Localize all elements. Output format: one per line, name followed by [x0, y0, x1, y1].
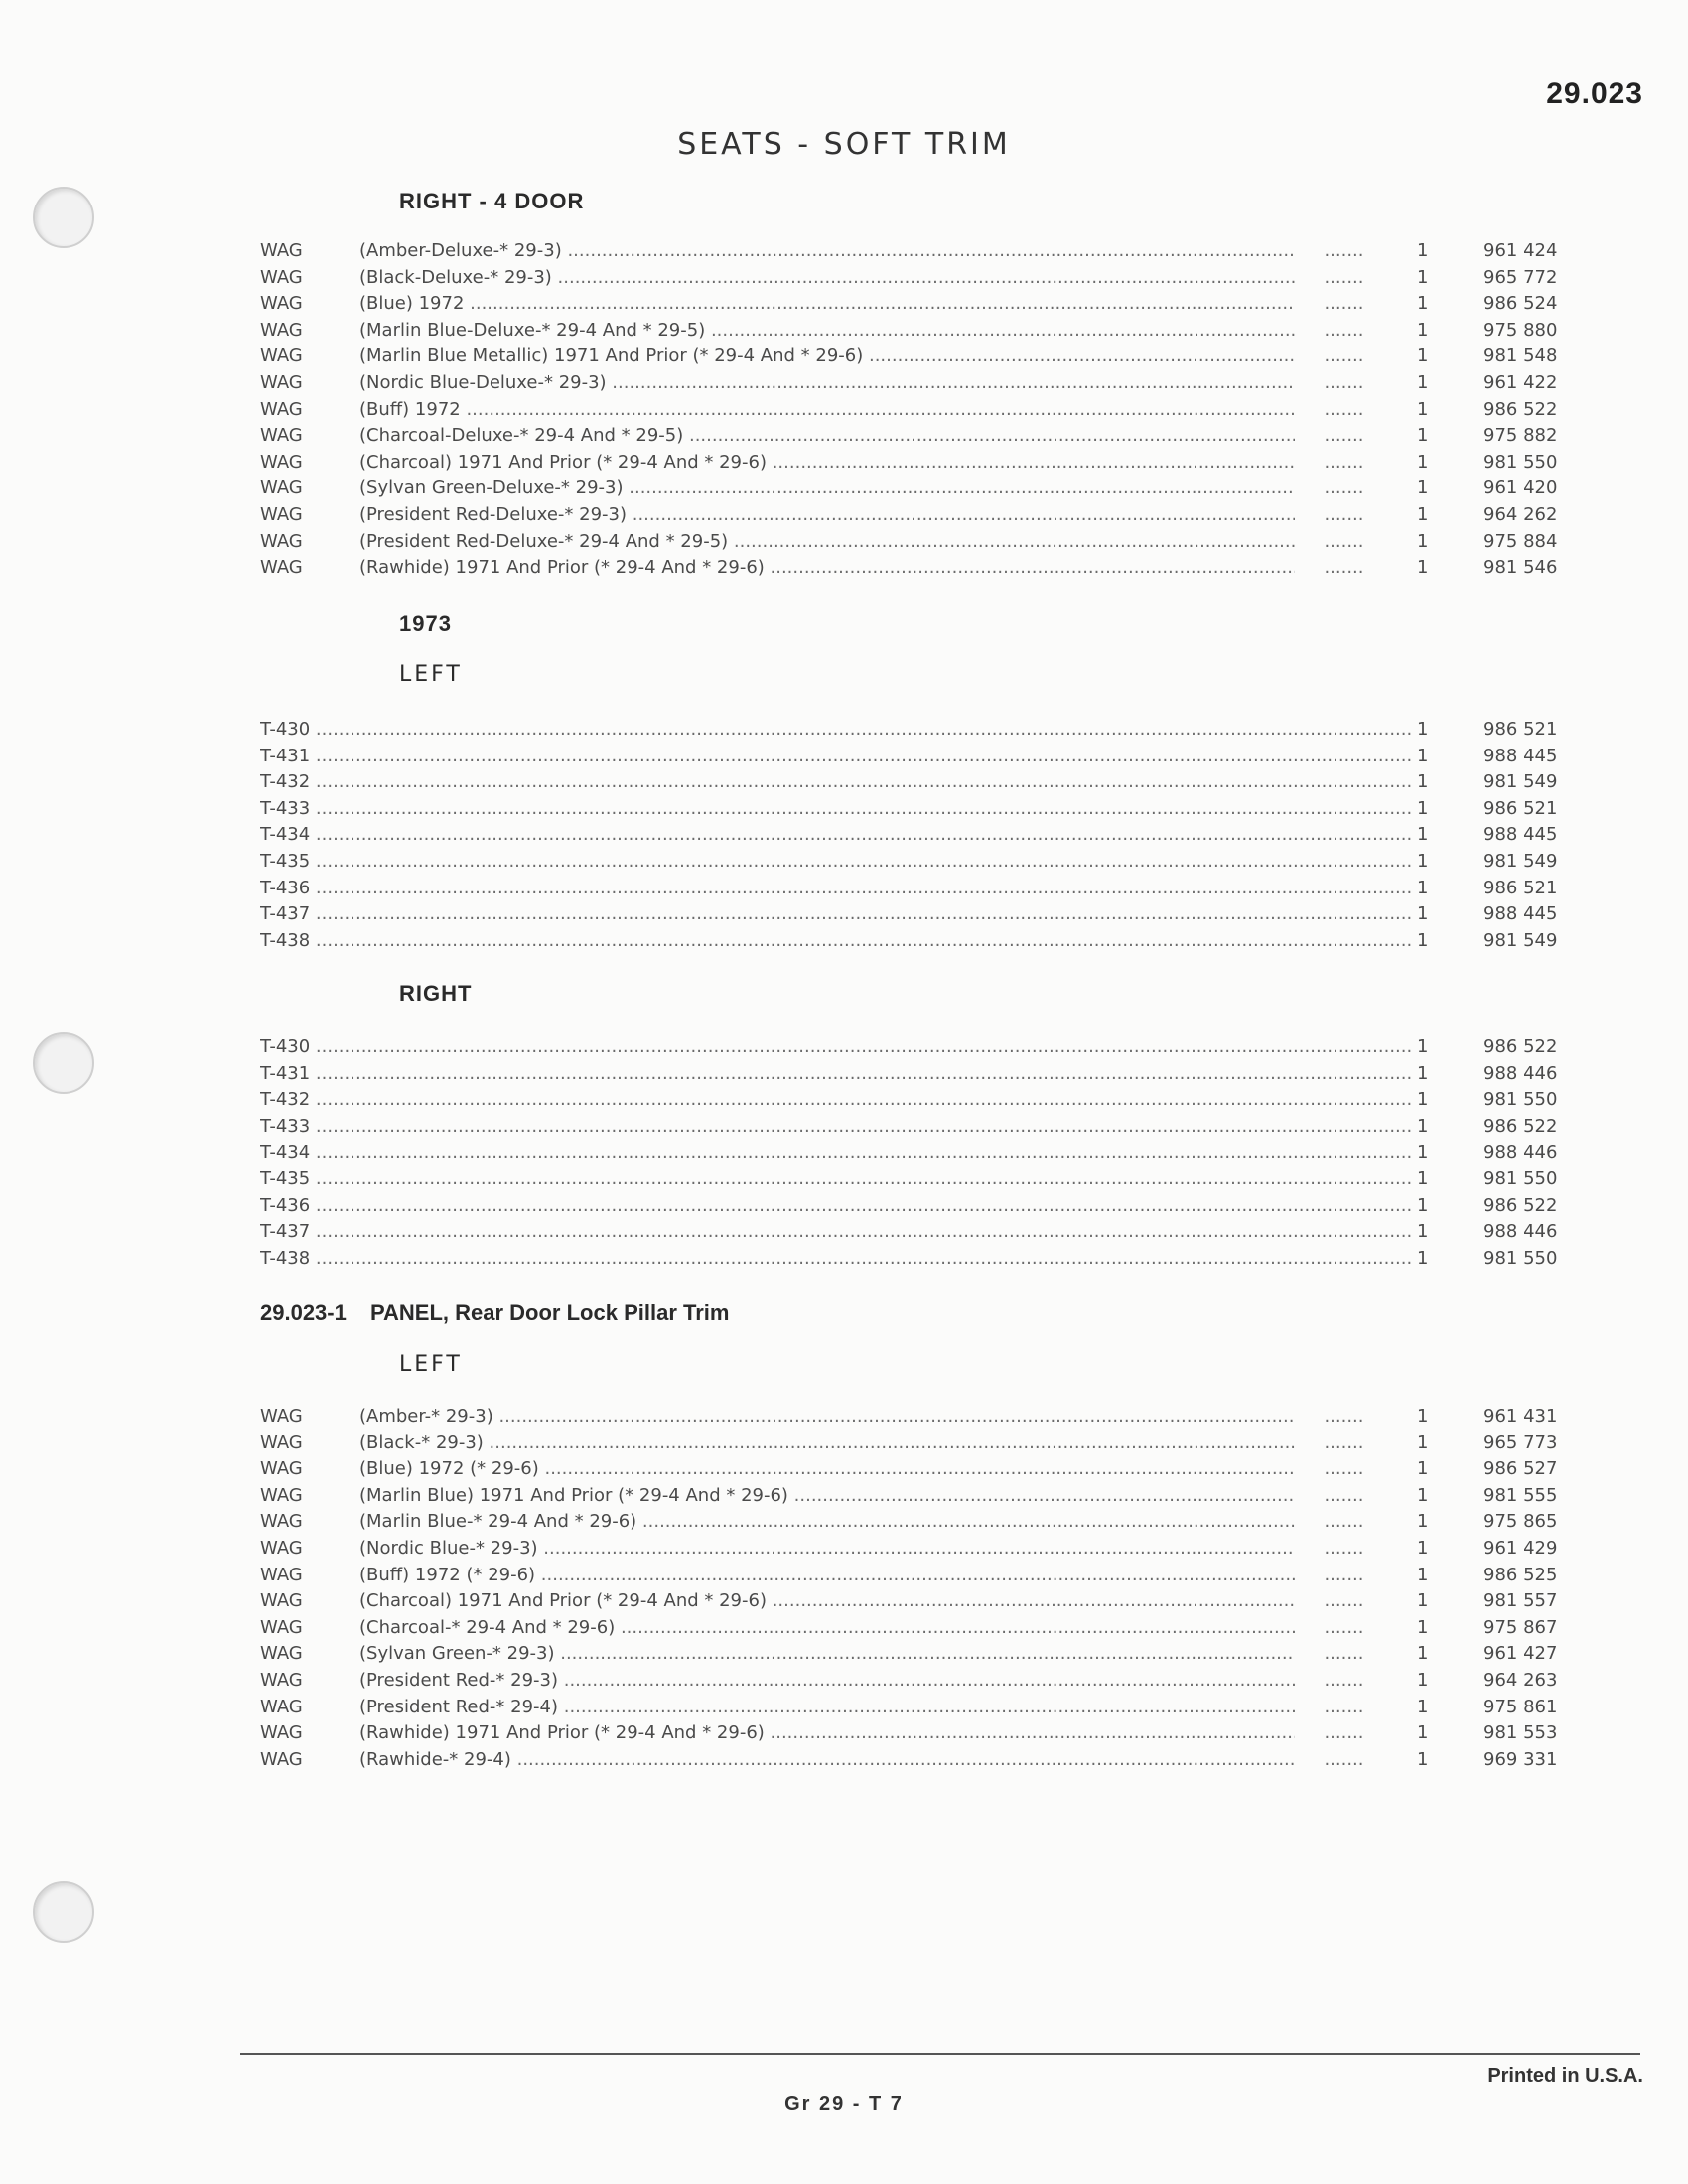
model-code: WAG: [260, 1590, 303, 1612]
part-number: 981 553: [1483, 1722, 1558, 1744]
part-description: (Rawhide) 1971 And Prior (* 29-4 And * 29-6) .....: [359, 1720, 1511, 1747]
leader-dots: .......: [1295, 1668, 1434, 1695]
page-title: SEATS - SOFT TRIM: [677, 127, 1011, 162]
part-number: 975 880: [1483, 319, 1558, 341]
quantity: 1: [1417, 240, 1429, 261]
panel-subheading-left: LEFT: [399, 1352, 463, 1377]
list-item: [260, 1747, 1571, 1774]
part-number: 975 867: [1483, 1616, 1558, 1638]
list-item: [260, 876, 1571, 902]
list-item: [260, 1246, 1571, 1273]
part-number: 986 521: [1483, 719, 1558, 740]
part-number: 965 773: [1483, 1432, 1558, 1453]
list-item: [260, 928, 1571, 955]
part-number: 988 446: [1483, 1142, 1558, 1163]
part-number: 981 550: [1483, 1167, 1558, 1189]
leader-dots: .......: [1295, 1615, 1434, 1642]
part-number: 988 445: [1483, 903, 1558, 925]
leader-dots: .......: [1295, 265, 1434, 292]
part-number: 961 420: [1483, 478, 1558, 499]
part-number: 975 865: [1483, 1511, 1558, 1533]
leader-dots: .......: [1295, 476, 1434, 502]
leader-dots: .......: [1295, 1456, 1434, 1483]
list-item: [260, 1456, 1571, 1483]
model-code: WAG: [260, 1484, 303, 1506]
model-code: WAG: [260, 1722, 303, 1744]
part-number: 988 446: [1483, 1062, 1558, 1084]
model-code: WAG: [260, 451, 303, 473]
part-number: 988 446: [1483, 1221, 1558, 1243]
part-description: T-434 .....: [260, 1140, 1412, 1166]
model-code: WAG: [260, 345, 303, 367]
list-item: [260, 1193, 1571, 1220]
leader-dots: .......: [1295, 291, 1434, 318]
part-number: 981 557: [1483, 1590, 1558, 1612]
footer-rule: [240, 2053, 1640, 2055]
part-number: 986 525: [1483, 1564, 1558, 1585]
list-item: [260, 1720, 1571, 1747]
part-description: T-437 .....: [260, 901, 1412, 928]
part-number: 981 550: [1483, 1089, 1558, 1111]
quantity: 1: [1417, 293, 1429, 315]
part-number: 986 522: [1483, 1194, 1558, 1216]
quantity: 1: [1417, 1062, 1429, 1084]
part-description: T-435 .....: [260, 1166, 1412, 1193]
model-code: WAG: [260, 1643, 303, 1665]
list-item: [260, 744, 1571, 770]
list-item: [260, 1061, 1571, 1088]
leader-dots: .......: [1295, 1641, 1434, 1668]
quantity: 1: [1417, 719, 1429, 740]
list-item: [260, 476, 1571, 502]
part-number: 986 527: [1483, 1458, 1558, 1480]
model-code: WAG: [260, 425, 303, 447]
part-description: (Sylvan Green-* 29-3) .....: [359, 1641, 1511, 1668]
part-number: 965 772: [1483, 266, 1558, 288]
list-item: [260, 529, 1571, 556]
part-description: T-436 .....: [260, 876, 1412, 902]
part-description: T-438 .....: [260, 1246, 1412, 1273]
model-code: WAG: [260, 293, 303, 315]
leader-dots: .......: [1295, 555, 1434, 582]
leader-dots: .......: [1295, 1404, 1434, 1431]
list-item: [260, 822, 1571, 849]
quantity: 1: [1417, 1590, 1429, 1612]
leader-dots: .......: [1295, 397, 1434, 424]
list-item: [260, 769, 1571, 796]
quantity: 1: [1417, 1669, 1429, 1691]
quantity: 1: [1417, 1458, 1429, 1480]
section-heading-right: RIGHT: [399, 981, 473, 1006]
quantity: 1: [1417, 425, 1429, 447]
model-code: WAG: [260, 240, 303, 261]
list-item: [260, 1404, 1571, 1431]
list-item: [260, 397, 1571, 424]
part-description: (Black-Deluxe-* 29-3) .....: [359, 265, 1511, 292]
list-item: [260, 370, 1571, 397]
quantity: 1: [1417, 1722, 1429, 1744]
panel-section-title: [260, 1300, 729, 1326]
part-description: T-434 .....: [260, 822, 1412, 849]
part-number: 975 882: [1483, 425, 1558, 447]
list-item: [260, 1695, 1571, 1721]
model-code: WAG: [260, 319, 303, 341]
list-item: [260, 343, 1571, 370]
leader-dots: .......: [1295, 529, 1434, 556]
list-item: [260, 1431, 1571, 1457]
quantity: 1: [1417, 1643, 1429, 1665]
part-description: T-436 .....: [260, 1193, 1412, 1220]
leader-dots: .......: [1295, 502, 1434, 529]
parts-list-right-1973: [260, 1034, 1571, 1272]
part-description: T-433 .....: [260, 796, 1412, 823]
list-item: [260, 1219, 1571, 1246]
leader-dots: .......: [1295, 318, 1434, 344]
leader-dots: .......: [1295, 1431, 1434, 1457]
model-code: WAG: [260, 398, 303, 420]
part-description: (Blue) 1972 (* 29-6) .....: [359, 1456, 1511, 1483]
model-code: WAG: [260, 530, 303, 552]
part-description: T-431 .....: [260, 1061, 1412, 1088]
quantity: 1: [1417, 1696, 1429, 1717]
part-number: 981 549: [1483, 771, 1558, 793]
panel-section-name: PANEL, Rear Door Lock Pillar Trim: [369, 1300, 730, 1325]
part-number: 986 522: [1483, 398, 1558, 420]
quantity: 1: [1417, 266, 1429, 288]
part-number: 986 522: [1483, 1036, 1558, 1057]
part-number: 986 521: [1483, 877, 1558, 898]
part-number: 988 445: [1483, 745, 1558, 766]
year-heading: 1973: [399, 612, 452, 636]
part-description: (Marlin Blue-* 29-4 And * 29-6) .....: [359, 1509, 1511, 1536]
part-description: (Black-* 29-3) .....: [359, 1431, 1511, 1457]
part-description: (Rawhide) 1971 And Prior (* 29-4 And * 29-6) .....: [359, 555, 1511, 582]
part-number: 964 263: [1483, 1669, 1558, 1691]
leader-dots: .......: [1295, 1563, 1434, 1589]
quantity: 1: [1417, 478, 1429, 499]
list-item: [260, 423, 1571, 450]
part-number: 975 884: [1483, 530, 1558, 552]
part-description: (Marlin Blue-Deluxe-* 29-4 And * 29-5) .....: [359, 318, 1511, 344]
part-description: T-438 .....: [260, 928, 1412, 955]
page-number: 29.023: [1546, 77, 1643, 110]
quantity: 1: [1417, 1406, 1429, 1427]
quantity: 1: [1417, 1616, 1429, 1638]
list-item: [260, 1615, 1571, 1642]
quantity: 1: [1417, 1142, 1429, 1163]
model-code: WAG: [260, 1748, 303, 1770]
part-description: (Sylvan Green-Deluxe-* 29-3) .....: [359, 476, 1511, 502]
list-item: [260, 1509, 1571, 1536]
part-number: 981 546: [1483, 557, 1558, 579]
part-number: 961 431: [1483, 1406, 1558, 1427]
part-description: T-437 .....: [260, 1219, 1412, 1246]
part-description: (Nordic Blue-Deluxe-* 29-3) .....: [359, 370, 1511, 397]
list-item: [260, 1140, 1571, 1166]
list-item: [260, 1483, 1571, 1510]
part-description: (Charcoal) 1971 And Prior (* 29-4 And * 29-6) .....: [359, 1588, 1511, 1615]
quantity: 1: [1417, 1089, 1429, 1111]
part-description: T-432 .....: [260, 769, 1412, 796]
part-description: T-430 .....: [260, 717, 1412, 744]
part-description: (Marlin Blue) 1971 And Prior (* 29-4 And * 29-6) .....: [359, 1483, 1511, 1510]
leader-dots: .......: [1295, 238, 1434, 265]
model-code: WAG: [260, 371, 303, 393]
quantity: 1: [1417, 1167, 1429, 1189]
leader-dots: .......: [1295, 370, 1434, 397]
list-item: [260, 1166, 1571, 1193]
list-item: [260, 502, 1571, 529]
binder-hole-middle: [33, 1032, 94, 1094]
model-code: WAG: [260, 266, 303, 288]
quantity: 1: [1417, 797, 1429, 819]
part-description: T-435 .....: [260, 849, 1412, 876]
part-description: T-432 .....: [260, 1087, 1412, 1114]
part-number: 969 331: [1483, 1748, 1558, 1770]
part-description: (President Red-Deluxe-* 29-4 And * 29-5) .....: [359, 529, 1511, 556]
list-item: [260, 555, 1571, 582]
list-item: [260, 901, 1571, 928]
section-heading-left: LEFT: [399, 662, 463, 687]
quantity: 1: [1417, 1484, 1429, 1506]
binder-hole-bottom: [33, 1881, 94, 1943]
leader-dots: .......: [1295, 1747, 1434, 1774]
part-number: 975 861: [1483, 1696, 1558, 1717]
part-number: 981 550: [1483, 1247, 1558, 1269]
list-item: [260, 1563, 1571, 1589]
part-description: (President Red-* 29-3) .....: [359, 1668, 1511, 1695]
part-number: 961 424: [1483, 240, 1558, 261]
part-number: 986 524: [1483, 293, 1558, 315]
part-number: 986 521: [1483, 797, 1558, 819]
quantity: 1: [1417, 824, 1429, 846]
quantity: 1: [1417, 371, 1429, 393]
leader-dots: .......: [1295, 1588, 1434, 1615]
list-item: [260, 1536, 1571, 1563]
model-code: WAG: [260, 1537, 303, 1559]
part-number: 961 422: [1483, 371, 1558, 393]
quantity: 1: [1417, 929, 1429, 951]
list-item: [260, 265, 1571, 292]
leader-dots: .......: [1295, 450, 1434, 477]
model-code: WAG: [260, 1458, 303, 1480]
leader-dots: .......: [1295, 1483, 1434, 1510]
list-item: [260, 849, 1571, 876]
list-item: [260, 1114, 1571, 1141]
quantity: 1: [1417, 1564, 1429, 1585]
part-description: (President Red-Deluxe-* 29-3) .....: [359, 502, 1511, 529]
leader-dots: .......: [1295, 1536, 1434, 1563]
quantity: 1: [1417, 345, 1429, 367]
part-description: (Buff) 1972 .....: [359, 397, 1511, 424]
part-number: 981 549: [1483, 929, 1558, 951]
part-description: (President Red-* 29-4) .....: [359, 1695, 1511, 1721]
quantity: 1: [1417, 398, 1429, 420]
quantity: 1: [1417, 1511, 1429, 1533]
quantity: 1: [1417, 1115, 1429, 1137]
list-item: [260, 238, 1571, 265]
part-description: (Nordic Blue-* 29-3) .....: [359, 1536, 1511, 1563]
list-item: [260, 1641, 1571, 1668]
printed-in-usa: Printed in U.S.A.: [1487, 2065, 1643, 2087]
part-number: 981 548: [1483, 345, 1558, 367]
part-number: 981 550: [1483, 451, 1558, 473]
quantity: 1: [1417, 451, 1429, 473]
leader-dots: .......: [1295, 1509, 1434, 1536]
model-code: WAG: [260, 1564, 303, 1585]
part-description: T-430 .....: [260, 1034, 1412, 1061]
group-reference: Gr 29 - T 7: [784, 2093, 904, 2115]
list-item: [260, 1588, 1571, 1615]
quantity: 1: [1417, 557, 1429, 579]
part-description: (Amber-Deluxe-* 29-3) .....: [359, 238, 1511, 265]
part-number: 964 262: [1483, 503, 1558, 525]
part-description: (Amber-* 29-3) .....: [359, 1404, 1511, 1431]
part-description: (Blue) 1972 .....: [359, 291, 1511, 318]
part-number: 986 522: [1483, 1115, 1558, 1137]
part-description: (Charcoal) 1971 And Prior (* 29-4 And * 29-6) .....: [359, 450, 1511, 477]
quantity: 1: [1417, 1194, 1429, 1216]
quantity: 1: [1417, 1537, 1429, 1559]
quantity: 1: [1417, 319, 1429, 341]
list-item: [260, 291, 1571, 318]
quantity: 1: [1417, 903, 1429, 925]
leader-dots: .......: [1295, 1695, 1434, 1721]
list-item: [260, 1034, 1571, 1061]
quantity: 1: [1417, 1748, 1429, 1770]
part-description: (Buff) 1972 (* 29-6) .....: [359, 1563, 1511, 1589]
model-code: WAG: [260, 1511, 303, 1533]
part-number: 981 549: [1483, 850, 1558, 872]
list-item: [260, 717, 1571, 744]
model-code: WAG: [260, 1432, 303, 1453]
quantity: 1: [1417, 1247, 1429, 1269]
leader-dots: .......: [1295, 1720, 1434, 1747]
quantity: 1: [1417, 1432, 1429, 1453]
panel-section-number: 29.023-1: [260, 1300, 347, 1325]
quantity: 1: [1417, 771, 1429, 793]
list-item: [260, 1087, 1571, 1114]
part-description: (Charcoal-* 29-4 And * 29-6) .....: [359, 1615, 1511, 1642]
part-number: 961 429: [1483, 1537, 1558, 1559]
quantity: 1: [1417, 503, 1429, 525]
parts-list-right-4-door: [260, 238, 1571, 582]
part-description: T-433 .....: [260, 1114, 1412, 1141]
section-heading-right-4-door: RIGHT - 4 DOOR: [399, 189, 585, 213]
list-item: [260, 318, 1571, 344]
part-number: 981 555: [1483, 1484, 1558, 1506]
part-description: (Marlin Blue Metallic) 1971 And Prior (* 29-4 And * 29-6) .....: [359, 343, 1511, 370]
part-number: 961 427: [1483, 1643, 1558, 1665]
parts-list-left-1973: [260, 717, 1571, 954]
quantity: 1: [1417, 850, 1429, 872]
list-item: [260, 1668, 1571, 1695]
list-item: [260, 796, 1571, 823]
model-code: WAG: [260, 478, 303, 499]
model-code: WAG: [260, 503, 303, 525]
part-description: T-431 .....: [260, 744, 1412, 770]
leader-dots: .......: [1295, 343, 1434, 370]
quantity: 1: [1417, 745, 1429, 766]
model-code: WAG: [260, 1696, 303, 1717]
part-description: (Rawhide-* 29-4) .....: [359, 1747, 1511, 1774]
quantity: 1: [1417, 1221, 1429, 1243]
leader-dots: .......: [1295, 423, 1434, 450]
model-code: WAG: [260, 1616, 303, 1638]
quantity: 1: [1417, 1036, 1429, 1057]
model-code: WAG: [260, 1406, 303, 1427]
part-number: 988 445: [1483, 824, 1558, 846]
quantity: 1: [1417, 530, 1429, 552]
model-code: WAG: [260, 1669, 303, 1691]
list-item: [260, 450, 1571, 477]
binder-hole-top: [33, 187, 94, 248]
quantity: 1: [1417, 877, 1429, 898]
model-code: WAG: [260, 557, 303, 579]
parts-list-panel-left: [260, 1404, 1571, 1773]
part-description: (Charcoal-Deluxe-* 29-4 And * 29-5) .....: [359, 423, 1511, 450]
